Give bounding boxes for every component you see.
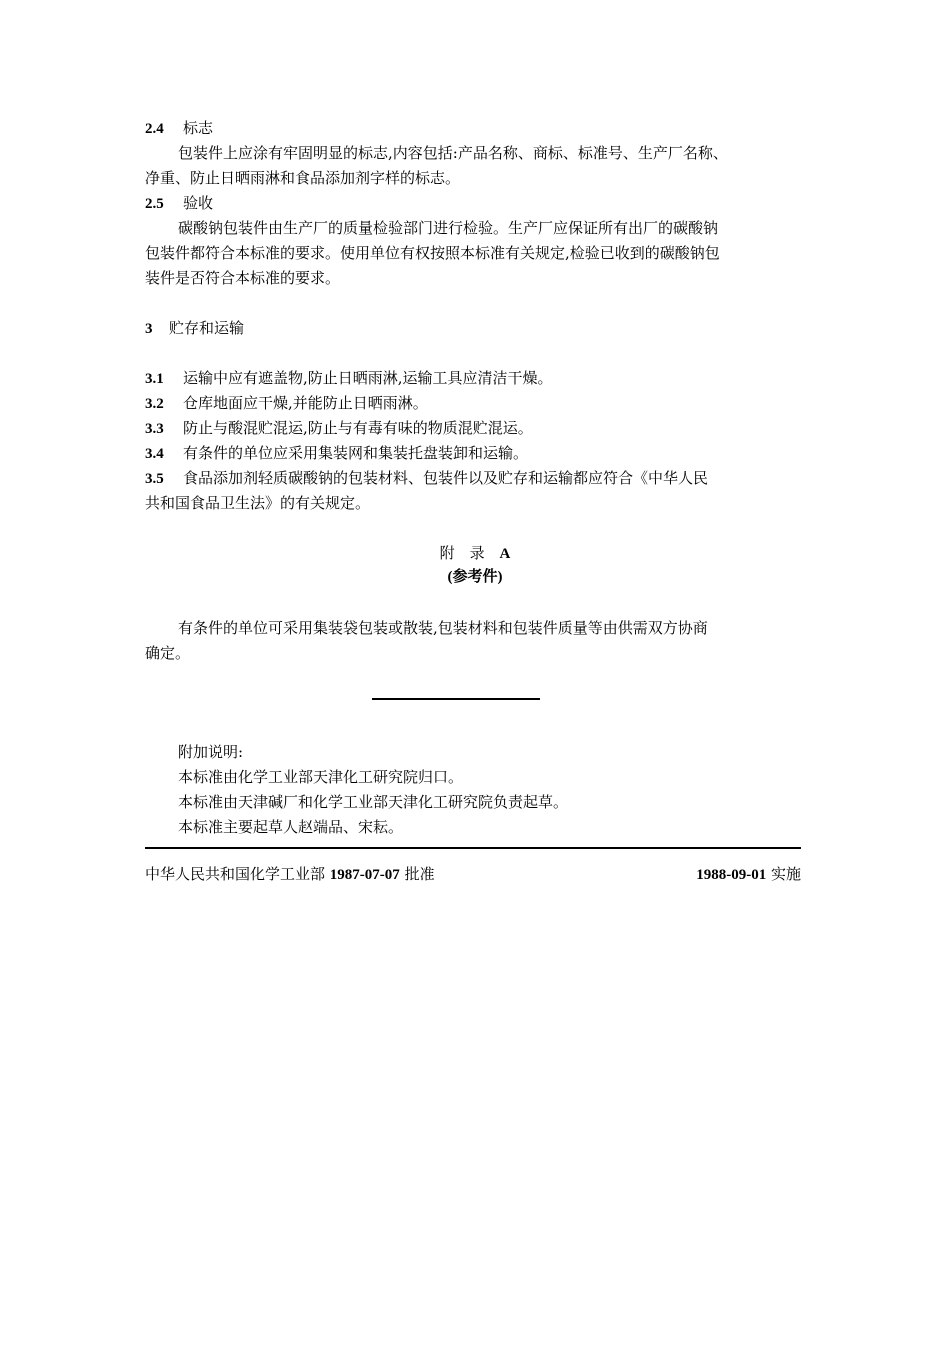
section-number: 3 <box>145 321 153 337</box>
approve-label: 批准 <box>404 865 435 883</box>
notes-heading: 附加说明: <box>178 743 244 761</box>
effective-label: 实施 <box>770 865 801 883</box>
paragraph-line: 装件是否符合本标准的要求。 <box>145 269 341 287</box>
notes-line: 本标准由天津碱厂和化学工业部天津化工研究院负责起草。 <box>178 793 569 811</box>
appendix-title-prefix: 附 录 <box>439 544 485 562</box>
clause-number: 3.5 <box>145 471 164 487</box>
clause-text: 有条件的单位应采用集装网和集装托盘装卸和运输。 <box>183 444 529 462</box>
appendix-subtitle: (参考件) <box>447 569 503 585</box>
footer-rule <box>145 847 801 849</box>
appendix-letter: A <box>499 546 511 562</box>
section-2-5-heading <box>145 193 213 214</box>
clause-text: 食品添加剂轻质碳酸钠的包装材料、包装件以及贮存和运输都应符合《中华人民 <box>183 469 709 487</box>
paragraph-line: 包装件上应涂有牢固明显的标志,内容包括:产品名称、商标、标准号、生产厂名称、 <box>178 144 728 162</box>
footer-issuer: 中华人民共和国化学工业部 <box>145 865 326 883</box>
clause-3-2 <box>145 393 428 414</box>
effective-date: 1988-09-01 <box>696 867 767 883</box>
clause-number: 3.2 <box>145 396 164 412</box>
paragraph-line: 有条件的单位可采用集装袋包装或散装,包装材料和包装件质量等由供需双方协商 <box>178 619 708 637</box>
separator-rule <box>372 698 540 700</box>
section-2-4-heading <box>145 118 213 139</box>
footer-effective <box>696 864 801 885</box>
section-title: 验收 <box>183 194 214 212</box>
paragraph-line: 净重、防止日晒雨淋和食品添加剂字样的标志。 <box>145 169 461 187</box>
clause-3-3 <box>145 418 533 439</box>
section-number: 2.5 <box>145 196 164 212</box>
clause-3-4 <box>145 443 528 464</box>
clause-number: 3.3 <box>145 421 164 437</box>
clause-text: 运输中应有遮盖物,防止日晒雨淋,运输工具应清洁干燥。 <box>183 369 553 387</box>
clause-number: 3.1 <box>145 371 164 387</box>
clause-3-5 <box>145 468 708 489</box>
paragraph-line: 确定。 <box>145 644 191 662</box>
paragraph-line: 碳酸钠包装件由生产厂的质量检验部门进行检验。生产厂应保证所有出厂的碳酸钠 <box>178 219 719 237</box>
clause-text: 防止与酸混贮混运,防止与有毒有味的物质混贮混运。 <box>183 419 533 437</box>
appendix-title <box>0 543 950 564</box>
clause-3-1 <box>145 368 553 389</box>
paragraph-line: 包装件都符合本标准的要求。使用单位有权按照本标准有关规定,检验已收到的碳酸钠包 <box>145 244 720 262</box>
section-number: 2.4 <box>145 121 164 137</box>
notes-line: 本标准主要起草人赵端品、宋耘。 <box>178 818 404 836</box>
section-title: 贮存和运输 <box>169 319 245 337</box>
approve-date: 1987-07-07 <box>329 867 400 883</box>
clause-continuation: 共和国食品卫生法》的有关规定。 <box>145 494 371 512</box>
clause-number: 3.4 <box>145 446 164 462</box>
notes-line: 本标准由化学工业部天津化工研究院归口。 <box>178 768 464 786</box>
clause-text: 仓库地面应干燥,并能防止日晒雨淋。 <box>183 394 428 412</box>
section-title: 标志 <box>183 119 214 137</box>
footer-approval <box>145 864 435 885</box>
section-3-heading <box>145 318 244 339</box>
